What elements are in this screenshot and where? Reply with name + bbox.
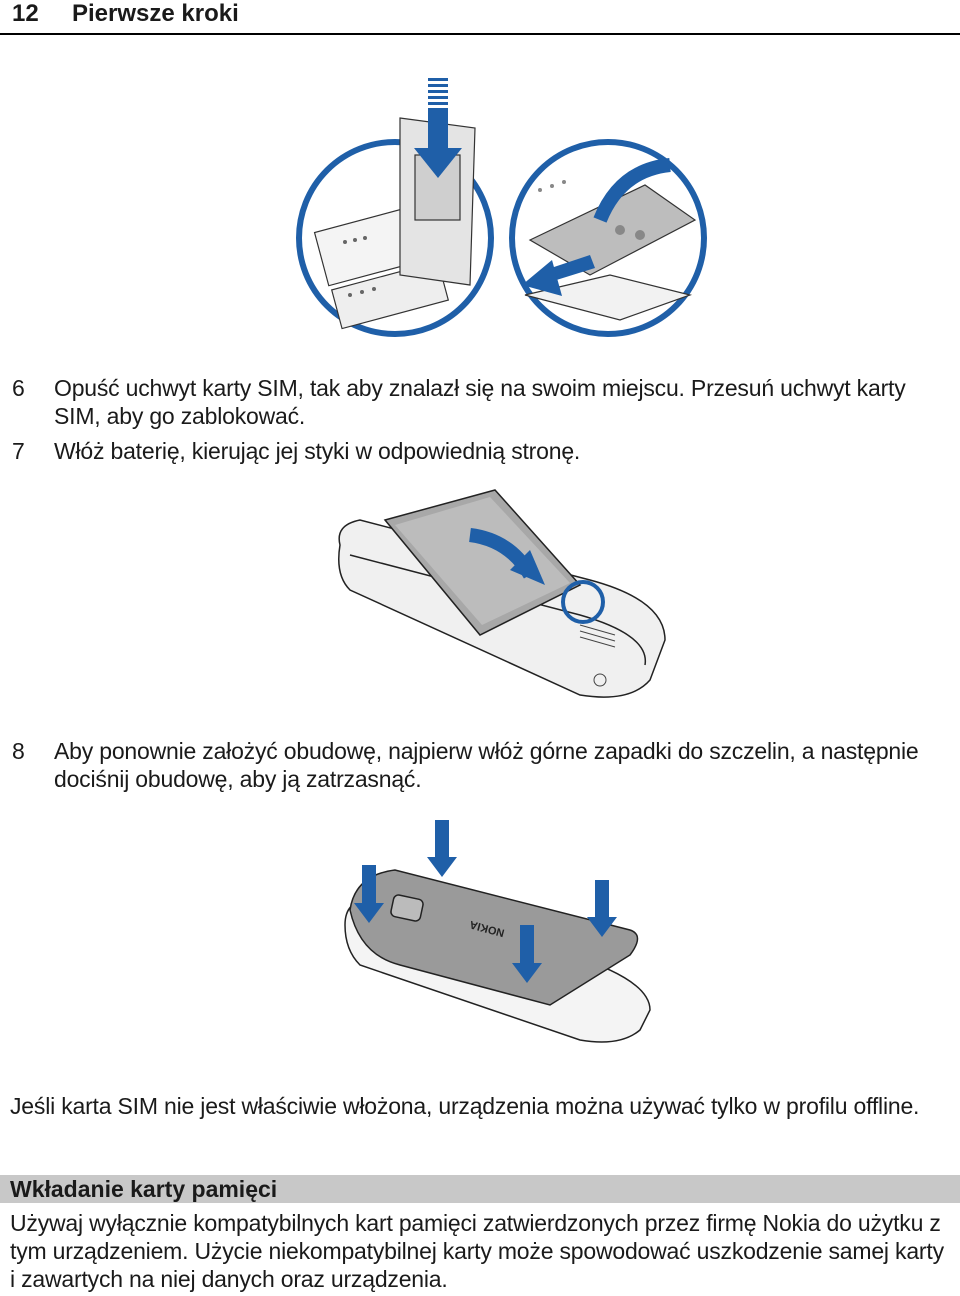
memory-section-heading-bar [0, 1175, 960, 1203]
step-number: 6 [12, 375, 25, 401]
step-number: 8 [12, 738, 25, 764]
sim-note: Jeśli karta SIM nie jest właściwie włożona, urządzenia można używać tylko w profilu offline. [10, 1093, 920, 1119]
sim-holder-close-illustration [299, 78, 491, 334]
memory-section-body: Używaj wyłącznie kompatybilnych kart pamięci zatwierdzonych przez firmę Nokia do użytku z tym urządzeniem. Użycie niekompatybilnej karty może spowodować uszkodzenie samej karty i zawartych na niej danych oraz urządzenia. [10, 1210, 944, 1292]
step-number: 7 [12, 438, 25, 464]
header-divider [0, 33, 960, 35]
step-text: Aby ponownie założyć obudowę, najpierw włóż górne zapadki do szczelin, a następnie dociśnij obudowę, aby ją zatrzasnąć. [54, 738, 919, 792]
memory-section-heading: Wkładanie karty pamięci [10, 1176, 278, 1202]
section-title: Pierwsze kroki [72, 0, 239, 27]
page-number: 12 [12, 0, 39, 27]
battery-insertion-figure [330, 485, 675, 710]
step-text: Opuść uchwyt karty SIM, tak aby znalazł się na swoim miejscu. Przesuń uchwyt karty SIM, aby go zablokować. [54, 375, 906, 429]
step-text: Włóż baterię, kierując jej styki w odpowiednią stronę. [54, 438, 581, 464]
nokia-logo: NOKIA [468, 917, 506, 939]
page-header [0, 0, 960, 34]
back-cover-figure [340, 815, 660, 1047]
sim-holder-lock-illustration [512, 142, 704, 334]
sim-holder-figure [290, 70, 720, 345]
